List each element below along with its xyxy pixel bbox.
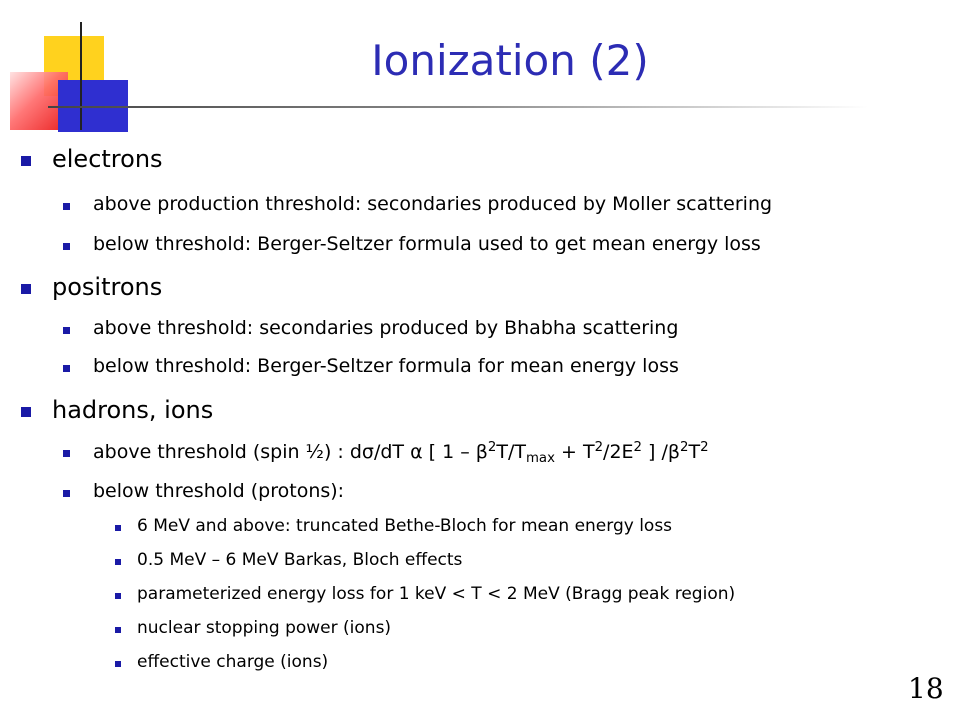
slide-title: Ionization (2) bbox=[371, 36, 649, 85]
square-bullet-icon bbox=[115, 525, 121, 531]
square-bullet-icon bbox=[63, 450, 70, 457]
square-bullet-icon bbox=[115, 661, 121, 667]
decor-vertical-line bbox=[80, 22, 82, 130]
bullet-text: nuclear stopping power (ions) bbox=[137, 618, 392, 638]
square-bullet-icon bbox=[63, 203, 70, 210]
bullet-electrons bbox=[52, 145, 163, 173]
bullet-text: parameterized energy loss for 1 keV < T < 2 MeV (Bragg peak region) bbox=[137, 584, 736, 604]
bullet-text: hadrons, ions bbox=[52, 396, 214, 424]
square-bullet-icon bbox=[63, 365, 70, 372]
square-bullet-icon bbox=[115, 559, 121, 565]
formula: above threshold (spin ½) : dσ/dT α [ $1 - \beta^2T/T_{max} + T^2/2E^2$ ] $/\beta^2T^2$ bbox=[93, 440, 709, 466]
subbullet bbox=[93, 480, 344, 502]
subbullet bbox=[93, 233, 761, 255]
subsubbullet bbox=[137, 584, 735, 604]
square-bullet-icon bbox=[21, 284, 31, 294]
subbullet bbox=[93, 355, 679, 377]
bullet-text: above production threshold: secondaries produced by Moller scattering bbox=[93, 193, 773, 215]
title-underline bbox=[48, 106, 868, 108]
subsubbullet bbox=[137, 516, 672, 536]
bullet-text: below threshold: Berger-Seltzer formula used to get mean energy loss bbox=[93, 233, 761, 255]
bullet-text: electrons bbox=[52, 145, 163, 173]
bullet-text: 0.5 MeV – 6 MeV Barkas, Bloch effects bbox=[137, 550, 463, 570]
bullet-hadrons-ions bbox=[52, 396, 213, 424]
square-bullet-icon bbox=[21, 156, 31, 166]
subsubbullet bbox=[137, 618, 391, 638]
bullet-text: positrons bbox=[52, 273, 163, 301]
square-bullet-icon bbox=[115, 627, 121, 633]
bullet-positrons bbox=[52, 273, 162, 301]
bullet-text: 6 MeV and above: truncated Bethe-Bloch for mean energy loss bbox=[137, 516, 673, 536]
square-bullet-icon bbox=[63, 243, 70, 250]
square-bullet-icon bbox=[63, 490, 70, 497]
subsubbullet bbox=[137, 550, 462, 570]
subbullet-formula bbox=[93, 440, 709, 466]
subbullet bbox=[93, 317, 678, 339]
subsubbullet bbox=[137, 652, 328, 672]
bullet-text: effective charge (ions) bbox=[137, 652, 329, 672]
subbullet bbox=[93, 193, 772, 215]
square-bullet-icon bbox=[115, 593, 121, 599]
square-bullet-icon bbox=[21, 407, 31, 417]
page-number: 18 bbox=[908, 672, 944, 705]
bullet-text: below threshold: Berger-Seltzer formula for mean energy loss bbox=[93, 355, 679, 377]
bullet-text: above threshold: secondaries produced by Bhabha scattering bbox=[93, 317, 679, 339]
bullet-text: below threshold (protons): bbox=[93, 480, 345, 502]
square-bullet-icon bbox=[63, 327, 70, 334]
